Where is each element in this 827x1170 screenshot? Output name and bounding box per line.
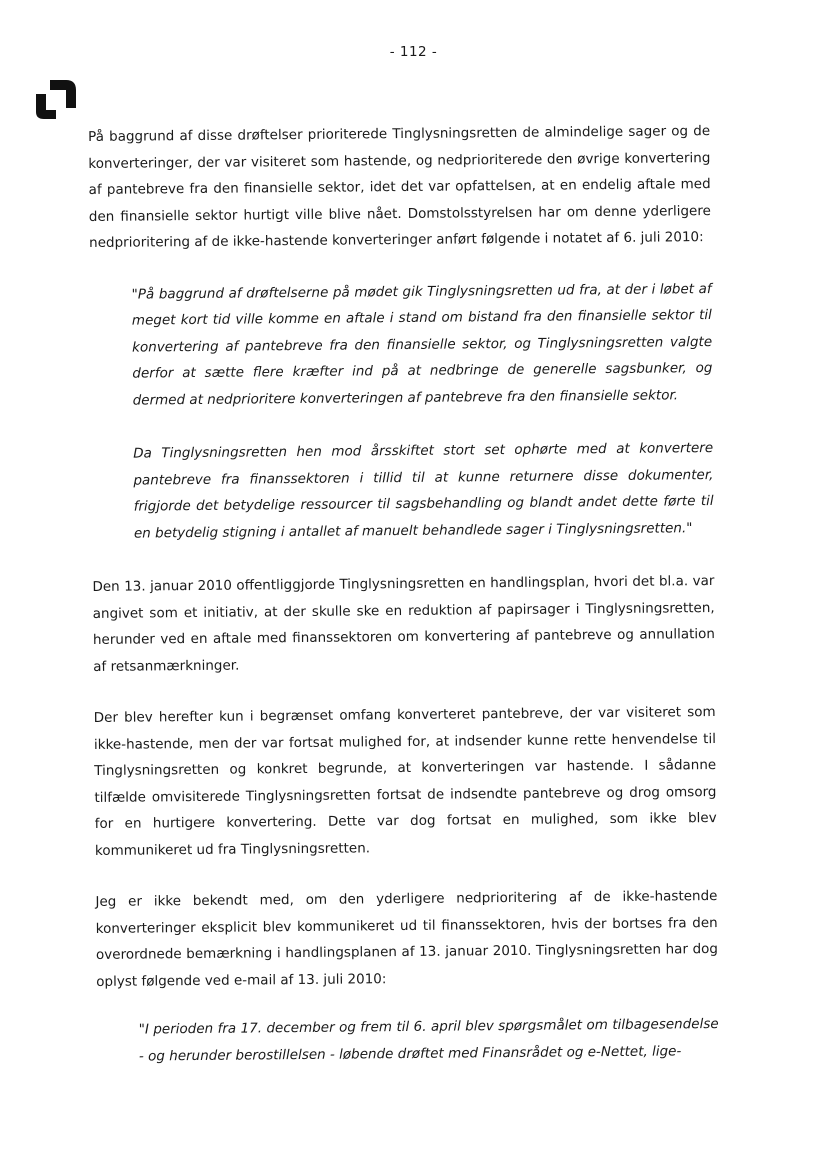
paragraph-1: På baggrund af disse drøftelser prioriterede Tinglysningsretten de almindelige sager og de konverteringer, der var visiteret som hastende, og nedprioriterede den øvrige konvertering af pantebreve fra den finansielle sektor, idet det var opfattelsen, at en endelig aftale med den finansielle sektor hurtigt ville blive nået. Domstolsstyrelsen har om denne yderligere nedprioritering af de ikke-hastende konverteringer anført følgende i notatet af 6. juli 2010: bbox=[88, 123, 711, 251]
paragraph-2: Den 13. januar 2010 offentliggjorde Tinglysningsretten en handlingsplan, hvori det bl.a. var angivet som et initiativ, at der skulle ske en reduktion af papirsager i Tinglysningsretten, herunder ved en aftale med finanssektoren om konvertering af pantebreve og annullation af retsanmærkninger. bbox=[92, 573, 716, 675]
paragraph-4: Jeg er ikke bekendt med, om den yderligere nedprioritering af de ikke-hastende konverteringer eksplicit blev kommunikeret ud til finanssektoren, hvis der bortses fra den overordnede bemærkning i handlingsplanen af 13. januar 2010. Tinglysningsretten har dog oplyst følgende ved e-mail af 13. juli 2010: bbox=[95, 887, 719, 990]
quote-2: Da Tinglysningsretten hen mod årsskiftet stort set ophørte med at konvertere pantebreve fra finanssektoren i tillid til at kunne returnere disse dokumenter, frigjorde det betydelige ressourcer til sagsbehandling og blandt andet dette førte til en betydelig stigning i antallet af manuelt behandlede sager i Tinglysningsretten." bbox=[133, 440, 714, 542]
page-number: - 112 - bbox=[389, 44, 438, 60]
paragraph-3: Der blev herefter kun i begrænset omfang konverteret pantebreve, der var visiteret som ikke-hastende, men der var fortsat mulighed for, at indsender kunne rette henvendelse til Tinglysningsretten og konkret begrunde, at konverteringen var hastende. I sådanne tilfælde omvisiterede Tinglysningsretten fortsat de indsendte pantebreve og drog omsorg for en hurtigere konvertering. Dette var dog fortsat en mulighed, som ikke blev kommunikeret ud fra Tinglysningsretten. bbox=[93, 704, 717, 859]
quote-1: "På baggrund af drøftelserne på mødet gik Tinglysningsretten ud fra, at der i løbet af meget kort tid ville komme en aftale i stand om bistand fra den finansielle sektor til konvertering af pantebreve fra den finansielle sektor, og Tinglysningsretten valgte derfor at sætte flere kræfter ind på at nedbringe de generelle sagsbunker, og dermed at nedprioritere konverteringen af pantebreve fra den finansielle sektor. bbox=[131, 280, 713, 409]
document-body bbox=[88, 118, 719, 1070]
agency-logo-icon bbox=[34, 78, 78, 120]
quote-3: "I perioden fra 17. december og frem til 6. april blev spørgsmålet om tilbagesendelse - og herunder berostillelsen - løbende drøftet med Finansrådet og e-Nettet, lige- bbox=[138, 1015, 719, 1065]
